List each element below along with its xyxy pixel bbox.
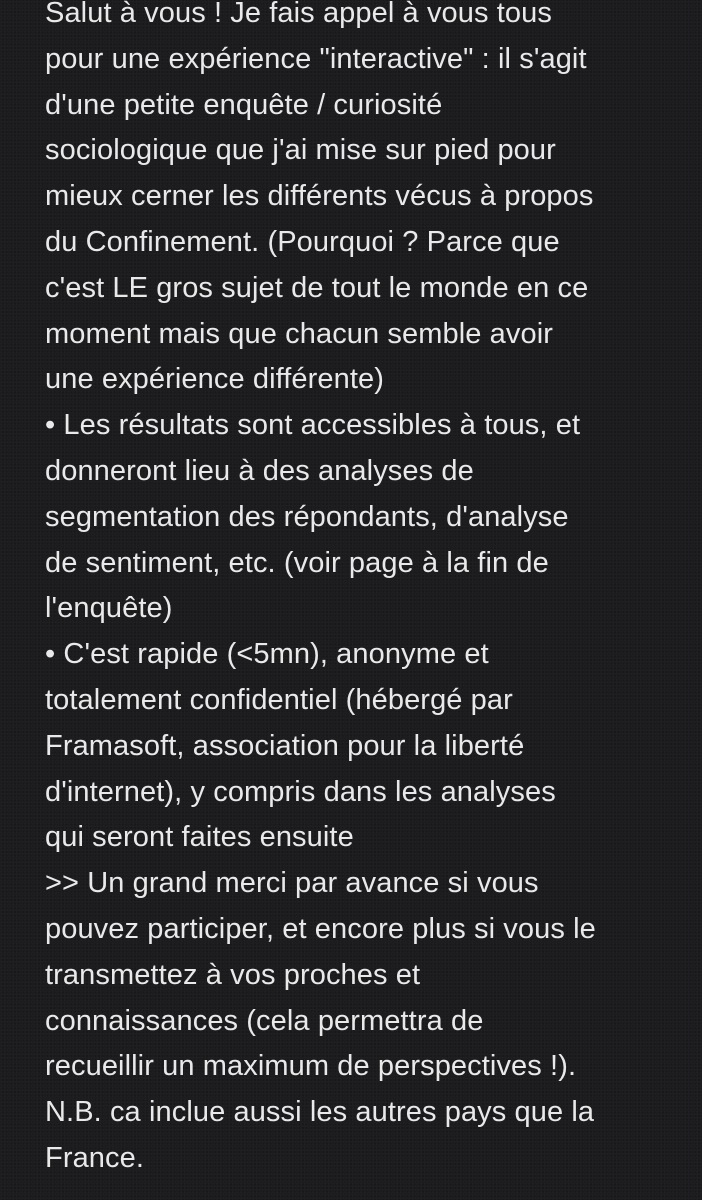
note-line: de sentiment, etc. (voir page à la fin de	[45, 546, 549, 579]
note-line: Salut à vous ! Je fais appel à vous tous	[45, 0, 552, 29]
bullet-line: • Les résultats sont accessibles à tous, et	[45, 409, 581, 442]
note-line: France.	[45, 1141, 145, 1174]
note-body	[45, 0, 695, 1182]
note-line: qui seront faites ensuite	[45, 821, 354, 854]
note-line: pouvez participer, et encore plus si vous le	[45, 912, 596, 945]
note-line: d'une petite enquête / curiosité	[45, 88, 443, 121]
note-line: transmettez à vos proches et	[45, 958, 421, 991]
note-line: l'enquête)	[45, 592, 173, 625]
note-line: pour une expérience "interactive" : il s'agit	[45, 42, 587, 75]
note-line: segmentation des répondants, d'analyse	[45, 500, 569, 533]
note-line: donneront lieu à des analyses de	[45, 454, 474, 487]
note-line: recueillir un maximum de perspectives !).	[45, 1050, 577, 1083]
note-line: c'est LE gros sujet de tout le monde en ce	[45, 271, 589, 304]
note-line: d'internet), y compris dans les analyses	[45, 775, 556, 808]
note-line: connaissances (cela permettra de	[45, 1004, 484, 1037]
note-line: mieux cerner les différents vécus à propos	[45, 180, 594, 213]
note-line: N.B. ca inclue aussi les autres pays que la	[45, 1096, 595, 1129]
note-line: >> Un grand merci par avance si vous	[45, 867, 539, 900]
bullet-line: • C'est rapide (<5mn), anonyme et	[45, 638, 489, 671]
note-line: moment mais que chacun semble avoir	[45, 317, 554, 350]
note-line: du Confinement. (Pourquoi ? Parce que	[45, 225, 560, 258]
note-line: totalement confidentiel (hébergé par	[45, 683, 513, 716]
note-line: Framasoft, association pour la liberté	[45, 729, 525, 762]
note-line: une expérience différente)	[45, 363, 385, 396]
note-line: sociologique que j'ai mise sur pied pour	[45, 134, 556, 167]
